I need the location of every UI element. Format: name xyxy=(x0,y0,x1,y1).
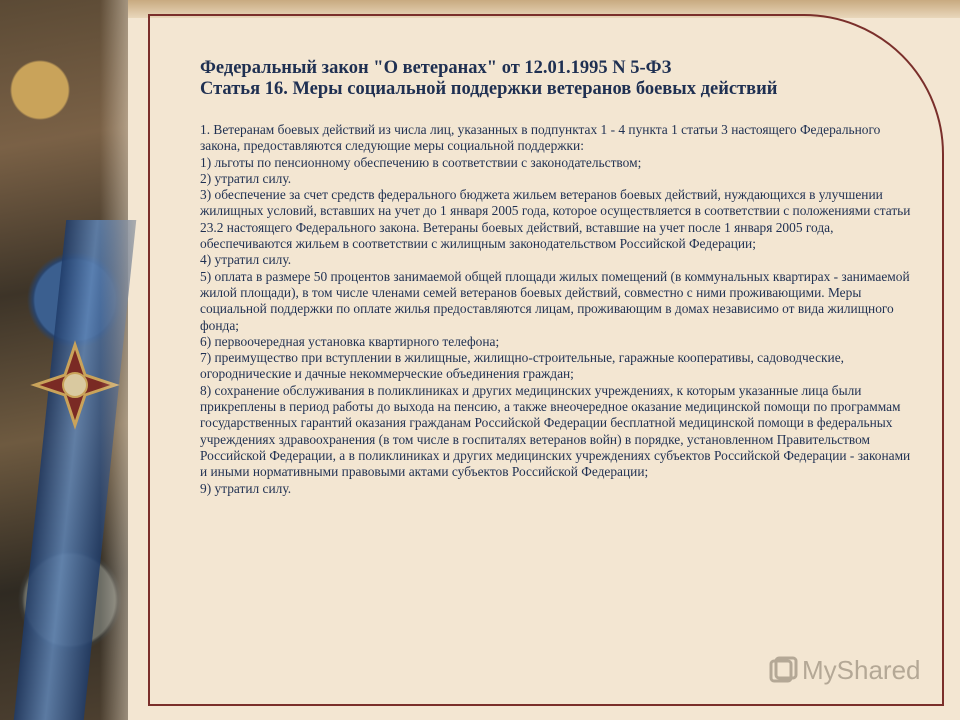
paragraph: 4) утратил силу. xyxy=(200,252,292,268)
paragraph: 2) утратил силу. xyxy=(200,170,292,186)
paragraph: 1. Ветеранам боевых действий из числа лиц, указанных в подпунктах 1 - 4 пункта 1 статьи 3 настоящего Федерального закона, предоставляются следующие меры социальной поддержки: xyxy=(200,122,881,154)
title-line-2: Статья 16. Меры социальной поддержки ветеранов боевых действий xyxy=(200,79,778,99)
paragraph: 7) преимущество при вступлении в жилищные, жилищно-строительные, гаражные кооперативы, садоводческие, огороднические и дачные некоммерческие объединения граждан; xyxy=(200,350,844,382)
paragraph: 6) первоочередная установка квартирного телефона; xyxy=(200,333,500,349)
paragraph: 8) сохранение обслуживания в поликлиниках и других медицинских учреждениях, к которым указанные лица были прикреплены в период работы до выхода на пенсию, а также внеочередное оказание медицинской помощи по программам государственных гарантий оказания гражданам Российской Федерации бесплатной медицинской помощи в федеральных учреждениях здравоохранения (в том числе в госпиталях ветеранов войн) в порядке, установленном Правительством Российской Федерации, а в поликлиниках и других медицинских учреждениях субъектов Российской Федерации - законами и иными нормативными правовыми актами субъектов Российской Федерации; xyxy=(200,382,911,480)
watermark xyxy=(768,655,921,686)
paragraph: 9) утратил силу. xyxy=(200,480,292,496)
paragraph: 5) оплата в размере 50 процентов занимаемой общей площади жилых помещений (в коммунальных квартирах - занимаемой жилой площади), в том числе членами семей ветеранов боевых действий, совместно с ними проживающими. Меры социальной поддержки по оплате жилья предоставляются лицам, проживающим в домах независимо от вида жилищного фонда; xyxy=(200,268,910,333)
paragraph: 1) льготы по пенсионному обеспечению в соответствии с законодательством; xyxy=(200,154,642,170)
document-title xyxy=(200,58,920,100)
title-line-1: Федеральный закон "О ветеранах" от 12.01.1995 N 5-ФЗ xyxy=(200,58,672,78)
watermark-text: MyShared xyxy=(802,655,921,685)
paragraph: 3) обеспечение за счет средств федерального бюджета жильем ветеранов боевых действий, нуждающихся в улучшении жилищных условий, вставших на учет до 1 января 2005 года, которое осуществляется в соответствии с положениями статьи 23.2 настоящего Федерального закона. Ветераны боевых действий, вставшие на учет после 1 января 2005 года, обеспечиваются жильем в соответствии с жилищным законодательством Российской Федерации; xyxy=(200,187,911,252)
myshared-logo-icon xyxy=(768,656,798,686)
law-text xyxy=(200,122,920,497)
medal-photo-strip xyxy=(0,0,128,720)
document-content xyxy=(200,58,920,497)
